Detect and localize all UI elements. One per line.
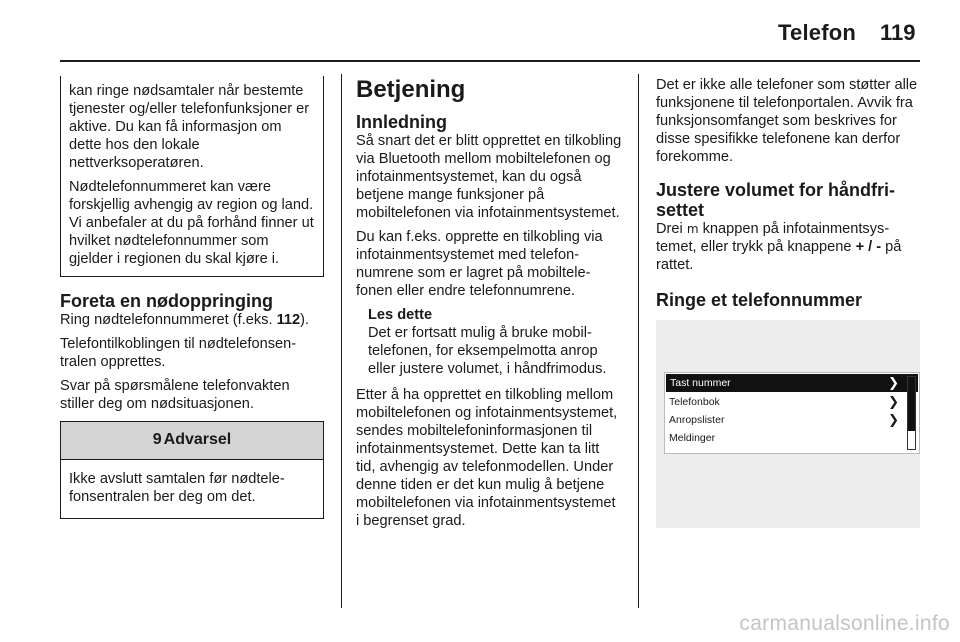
intro-paragraph-3: Etter å ha opprettet en tilkobling mellom mobiltelefonen og infotainmentsystemet, sendes mobiltelefoninformasjonen til infotainmentsystemet. Dette kan ta litt tid, avhengig av telefonmodellen. Under denne tiden er det kun mulig å betjene mobiltelefonen via infotainmentsystemet i begrenset grad. xyxy=(356,387,618,529)
scrollbar-thumb[interactable] xyxy=(908,377,915,431)
chevron-right-icon: ❯ xyxy=(888,412,899,427)
emergency-call-heading: Foreta en nødoppringing xyxy=(60,291,273,311)
warning-header xyxy=(61,422,323,460)
page-header-title: Telefon xyxy=(778,20,856,45)
volume-text-2: knappen på infotainmentsystemet, eller trykk på knappene xyxy=(656,221,890,255)
header-rule xyxy=(60,60,920,62)
menu-item-label: Tast nummer xyxy=(670,377,731,389)
volume-text-1: Drei xyxy=(656,221,687,237)
continued-info-box xyxy=(60,76,324,277)
column-2 xyxy=(356,76,622,536)
introduction-heading: Innledning xyxy=(356,112,447,132)
compat-paragraph: Det er ikke alle telefoner som støtter alle funksjonene til telefonportalen. Avvik fra funksjonsomfanget som beskrives for disse spesifikke telefonene kan derfor forekomme. xyxy=(656,77,918,165)
emergency-paragraph-3: Svar på spørsmålene telefonvakten stiller deg om nødsituasjonen. xyxy=(60,378,290,412)
box-paragraph-1: kan ringe nødsamtaler når bestemte tjenester og/eller telefonfunksjoner er aktive. Du kan få informasjon om dette hos den lokale nettverksoperatøren. xyxy=(69,83,310,171)
box-paragraph-2: Nødtelefonnummeret kan være forskjellig avhengig av region og land. Vi anbefaler at du på forhånd finner ut hvilket nødtelefonnummer som gjelder i regionen du skal kjøre i. xyxy=(69,179,314,267)
chevron-right-icon: ❯ xyxy=(888,375,899,390)
dial-number-heading: Ringe et telefonnummer xyxy=(656,290,863,310)
note-block xyxy=(356,306,622,378)
emergency-paragraph-2: Telefontilkoblingen til nødtelefonsentralen opprettes. xyxy=(60,336,297,370)
column-3 xyxy=(656,76,922,310)
infotainment-screen-illustration xyxy=(656,320,920,528)
column-divider-1 xyxy=(341,74,342,608)
volume-heading: Justere volumet for håndfrisettet xyxy=(656,180,896,220)
menu-item-telefonbok[interactable] xyxy=(665,393,919,411)
menu-item-label: Anropslister xyxy=(669,414,725,426)
warning-icon: 9 xyxy=(152,431,162,448)
intro-paragraph-1: Så snart det er blitt opprettet en tilkobling via Bluetooth mellom mobiltelefonen og infotainmentsystemet, kan du også betjene mange funksjoner på mobiltelefonen via infotainmentsystemet. xyxy=(356,133,622,221)
warning-box xyxy=(60,421,324,519)
volume-text-3: på rattet. xyxy=(656,239,902,273)
emergency-p1-end: ). xyxy=(300,312,310,328)
emergency-paragraph-1 xyxy=(60,311,324,329)
menu-item-anropslister[interactable] xyxy=(665,411,919,429)
column-1 xyxy=(60,76,324,519)
menu-item-tast-nummer[interactable] xyxy=(666,374,918,392)
phone-menu xyxy=(664,372,920,454)
intro-paragraph-2: Du kan f.eks. opprette en tilkobling via infotainmentsystemet med telefonnumrene som er lagret på mobiltelefonen eller endre telefonnumrene. xyxy=(356,229,603,299)
volume-paragraph xyxy=(656,220,922,274)
note-title: Les dette xyxy=(368,307,433,323)
warning-text: Ikke avslutt samtalen før nødtelefonsentralen ber deg om det. xyxy=(69,471,285,505)
emergency-p1-text: Ring nødtelefonnummeret (f.eks. xyxy=(60,312,277,328)
warning-body xyxy=(61,460,323,518)
chevron-right-icon: ❯ xyxy=(888,394,899,409)
note-text: Det er fortsatt mulig å bruke mobiltelefonen, for eksempelmotta anrop eller justere volumet, i håndfrimodus. xyxy=(368,325,607,377)
menu-item-label: Telefonbok xyxy=(669,396,720,408)
menu-scrollbar[interactable] xyxy=(907,376,916,450)
page-number: 119 xyxy=(880,20,916,45)
plus-minus-buttons: + / - xyxy=(855,239,882,255)
menu-item-meldinger[interactable] xyxy=(665,429,919,447)
watermark: carmanualsonline.info xyxy=(739,612,950,635)
operation-heading: Betjening xyxy=(356,76,466,103)
column-divider-2 xyxy=(638,74,639,608)
emergency-number: 112 xyxy=(276,312,301,328)
knob-icon: m xyxy=(686,222,699,236)
warning-title: Advarsel xyxy=(163,431,232,448)
menu-item-label: Meldinger xyxy=(669,432,716,444)
